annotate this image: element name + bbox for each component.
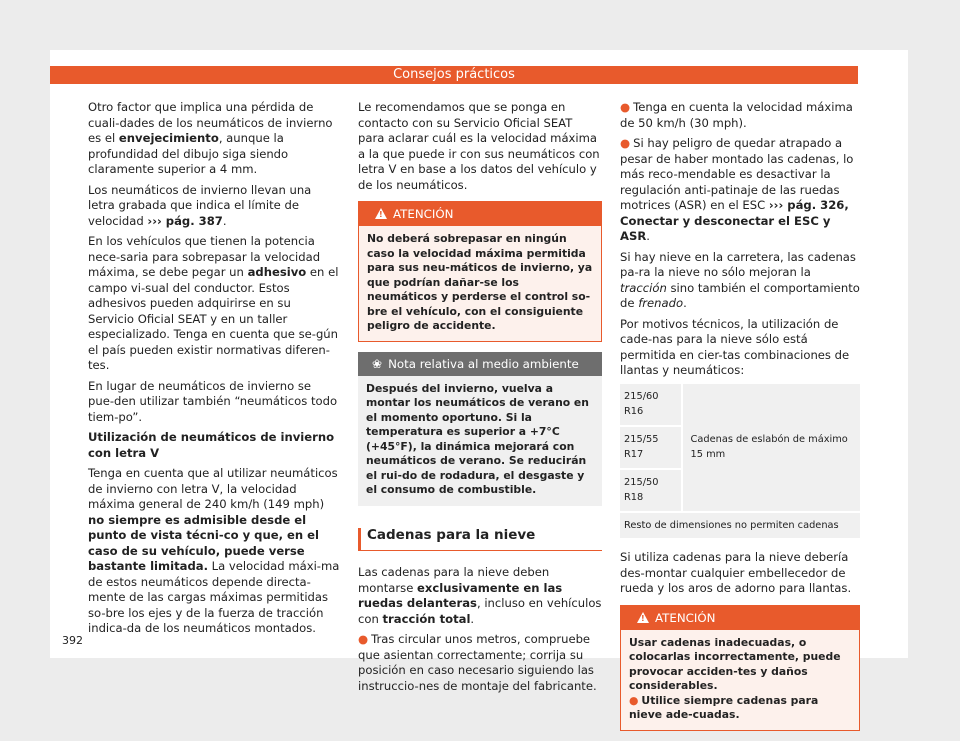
bullet-icon: ● — [620, 100, 631, 114]
page-number: 392 — [62, 634, 83, 647]
paragraph: Por motivos técnicos, la utilización de cade-nas para la nieve sólo está permitida en cier-tas combinaciones de llantas y neumáticos: — [620, 316, 850, 377]
table-row — [620, 512, 860, 540]
attention-header: ! ATENCIÓN — [621, 606, 859, 630]
table-cell: 215/55 R17 — [620, 426, 682, 469]
subheading: Utilización de neumáticos de invierno con letra V — [88, 430, 335, 460]
paragraph: Le recomendamos que se ponga en contacto con su Servicio Oficial SEAT para aclarar cuál es la velocidad máxima a la que puede ir con sus neumáticos con letra V en base a los datos del vehículo y de los neumáticos. — [358, 100, 600, 192]
attention-box — [620, 605, 860, 731]
paragraph: Si utiliza cadenas para la nieve debería des-montar cualquier embellecedor de rueda y los aros de adorno para llantas. — [620, 550, 852, 595]
attention-box — [358, 201, 602, 342]
paragraph: En lugar de neumáticos de invierno se pue-den utilizar también “neumáticos todo tiem-po”. — [88, 378, 338, 424]
table-cell: Cadenas de eslabón de máximo 15 mm — [682, 384, 860, 512]
column-3 — [620, 100, 860, 741]
paragraph: Las cadenas para la nieve deben montarse exclusivamente en las ruedas delanteras, incluso en vehículos con tracción total. — [358, 565, 602, 626]
environment-note-header: ❀ Nota relativa al medio ambiente — [358, 352, 602, 376]
paragraph: Los neumáticos de invierno llevan una letra grabada que indica el límite de velocidad ››› pág. 387. — [88, 182, 312, 228]
environment-note-box — [358, 352, 602, 506]
page-reference-link[interactable]: ››› pág. 326, Conectar y desconectar el ESC y ASR — [620, 198, 849, 243]
bullet-item: ● Tenga en cuenta la velocidad máxima de 50 km/h (30 mph). — [620, 100, 853, 130]
table-row — [620, 384, 860, 426]
table-cell: 215/50 R18 — [620, 469, 682, 512]
paragraph: Otro factor que implica una pérdida de cuali-dades de los neumáticos de invierno es el envejecimiento, aunque la profundidad del dibujo siga siendo claramente superior a 4 mm. — [88, 100, 333, 176]
section-title: Cadenas para la nieve — [358, 528, 602, 552]
page-header-title: Consejos prácticos — [50, 66, 858, 84]
table-cell: Resto de dimensiones no permiten cadenas — [620, 512, 860, 540]
attention-text: Usar cadenas inadecuadas, o colocarlas incorrectamente, puede provocar acciden-tes y daños considerables. ● Utilice siempre cadenas para nieve ade-cuadas. — [621, 630, 859, 730]
column-1 — [88, 100, 340, 642]
bullet-item: ● Si hay peligro de quedar atrapado a pesar de haber montado las cadenas, lo más reco-mendable es desactivar la regulación anti-patinaje de las ruedas motrices (ASR) en el ESC ››› pág. 326, Conectar y desconectar el ESC y ASR. — [620, 136, 854, 243]
attention-header: ! ATENCIÓN — [359, 202, 601, 226]
leaf-icon: ❀ — [372, 356, 383, 371]
bullet-icon: ● — [358, 632, 369, 646]
paragraph: Si hay nieve en la carretera, las cadenas pa-ra la nieve no sólo mejoran la tracción sino también el comportamiento de frenado. — [620, 249, 860, 310]
bullet-icon: ● — [629, 693, 639, 707]
page-reference-link[interactable]: ››› pág. 387 — [147, 213, 223, 228]
bullet-item: ● Tras circular unos metros, compruebe que asientan correctamente; corrija su posición en caso necesario siguiendo las instruccio-nes de montaje del fabricante. — [358, 632, 597, 693]
attention-text: No deberá sobrepasar en ningún caso la velocidad máxima permitida para sus neu-máticos de invierno, ya que podrían dañar-se los neumáticos y perderse el control so-bre el vehículo, con el consiguiente peligro de accidente. — [359, 226, 601, 341]
environment-note-text: Después del invierno, vuelva a montar los neumáticos de verano en el momento oportuno. Si la temperatura es superior a +7°C (+45°F), la dinámica mejorará con neumáticos de verano. Se reducirán el rui-do de rodadura, el desgaste y el consumo de combustible. — [366, 381, 589, 496]
snow-chain-table — [620, 384, 860, 541]
paragraph: En los vehículos que tienen la potencia nece-saria para sobrepasar la velocidad máxima, se debe pegar un adhesivo en el campo vi-sual del conductor. Estos adhesivos pueden adquirirse en su Servicio Oficial SEAT y en un taller especializado. Tenga en cuenta que se-gún el país pueden existir normativas diferen-tes. — [88, 234, 339, 372]
bullet-icon: ● — [620, 136, 631, 150]
table-cell: 215/60 R16 — [620, 384, 682, 426]
warning-icon: ! — [637, 612, 649, 623]
warning-icon: ! — [375, 208, 387, 219]
bullet-item: ● Utilice siempre cadenas para nieve ade-cuadas. — [629, 693, 819, 721]
paragraph: Tenga en cuenta que al utilizar neumáticos de invierno con letra V, la velocidad máxima general de 240 km/h (149 mph) no siempre es admisible desde el punto de vista técni-co y que, en el caso de su vehículo, puede verse bastante limitada. La velocidad máxi-ma de estos neumáticos depende directa-mente de las cargas máximas permitidas so-bre los ejes y de la fuerza de tracción indica-da de los neumáticos montados. — [88, 466, 340, 635]
column-2 — [358, 100, 602, 699]
